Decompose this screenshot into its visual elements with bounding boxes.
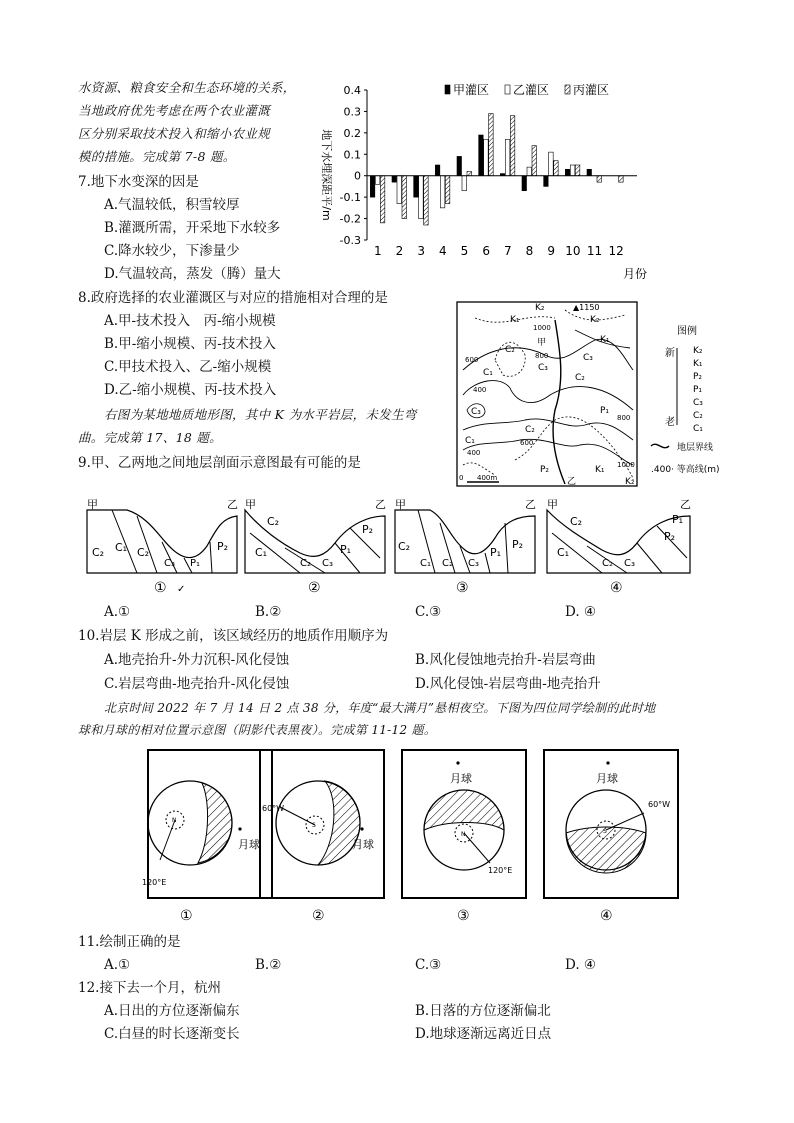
x-tick-label: 2 [395, 244, 404, 258]
layer-label: C₂ [442, 558, 453, 569]
map-label: 600 [465, 356, 479, 364]
section-4 [547, 498, 691, 596]
q11-option-c[interactable]: C.③ [415, 957, 442, 973]
q9-option-d[interactable]: D. ④ [565, 604, 597, 620]
bar [587, 169, 592, 175]
q7-option-d[interactable]: D.气温较高，蒸发（腾）量大 [104, 266, 281, 282]
q11-option-d[interactable]: D. ④ [565, 957, 597, 973]
bar [505, 139, 510, 175]
diagram-3 [402, 750, 526, 924]
layer-label: C₂ [398, 540, 411, 553]
diagram-number: ① [180, 908, 193, 924]
q10-option-c[interactable]: C.岩层弯曲-地壳抬升-风化侵蚀 [104, 676, 290, 692]
legend-label: 丙灌区 [573, 83, 610, 97]
groundwater-chart [305, 75, 650, 290]
intro-line: 水资源、粮食安全和生态环境的关系， [78, 80, 296, 95]
layer-label: C₂ [92, 546, 105, 559]
map-label: 1000 [617, 461, 635, 469]
layer-label: P₂ [217, 540, 229, 553]
map-peak: ▲1150 [573, 303, 600, 312]
bar [489, 114, 494, 176]
legend-swatch [445, 85, 450, 94]
x-tick-label: 10 [565, 244, 581, 258]
q11-stem: 11.绘制正确的是 [78, 934, 181, 950]
legend-old: 老 [665, 417, 675, 428]
q12-option-c[interactable]: C.白昼的时长逐渐变长 [104, 1026, 240, 1042]
y-tick-label: -0.3 [339, 234, 361, 247]
intro-line: 区分别采取技术投入和缩小农业规 [78, 126, 271, 141]
layer-label: C₃ [164, 558, 175, 569]
map-label: 0 [459, 474, 464, 482]
layer-label: C₂ [267, 515, 280, 528]
moon-label: 月球 [352, 838, 374, 851]
layer-label: C₂ [300, 558, 311, 569]
bar [554, 161, 559, 176]
section-number: ③ [456, 580, 469, 596]
layer-label: C₂ [570, 515, 583, 528]
bar [570, 165, 575, 176]
bar [462, 176, 467, 191]
longitude-label: 120°E [488, 866, 513, 875]
map-label: K₂ [590, 315, 600, 325]
x-tick-label: 12 [608, 244, 624, 258]
q8-option-a[interactable]: A.甲-技术投入 丙-缩小规模 [104, 313, 276, 329]
map-label: 600 [520, 439, 534, 447]
map-label: 1000 [533, 324, 551, 332]
bar [397, 176, 402, 204]
q12-stem: 12.接下去一个月，杭州 [78, 980, 221, 996]
diagram-number: ④ [600, 908, 613, 924]
diagram-1 [142, 750, 272, 924]
intro-line: 模的措施。完成第 7-8 题。 [78, 149, 236, 164]
x-tick-label: 4 [439, 244, 447, 258]
diagram-2 [260, 750, 384, 924]
section-number: ② [308, 580, 321, 596]
layer-label: P₂ [664, 530, 676, 543]
layer-label: C₃ [322, 558, 333, 569]
section-number: ① [154, 580, 167, 596]
y-tick-label: 0.1 [343, 148, 361, 162]
section-jia: 甲 [547, 498, 558, 511]
bar [440, 176, 445, 208]
bar [549, 152, 554, 176]
bar [392, 176, 397, 182]
legend-item: P₁ [693, 385, 703, 395]
q7-stem: 7.地下水变深的因是 [78, 174, 199, 190]
bar [457, 156, 462, 175]
x-tick-label: 9 [547, 244, 555, 258]
y-tick-label: -0.1 [339, 191, 361, 205]
section-3 [395, 498, 536, 596]
bar [424, 176, 429, 225]
x-tick-label: 11 [586, 244, 603, 258]
bar [375, 176, 380, 185]
chart-ylabel: 地下水埋深距平/m [320, 129, 333, 221]
chart-xlabel: 月份 [622, 267, 648, 281]
bar [510, 116, 515, 176]
map-label: P₂ [540, 465, 550, 475]
moon-intro-line: 球和月球的相对位置示意图（阴影代表黑夜）。完成第 11-12 题。 [78, 723, 437, 737]
q9-stem: 9.甲、乙两地之间地层剖面示意图最有可能的是 [78, 455, 361, 471]
bar [467, 171, 472, 175]
legend-item: C₂ [693, 411, 703, 421]
moon-label: 月球 [238, 838, 260, 851]
map-label: 400 [473, 386, 487, 394]
bar [532, 146, 537, 176]
longitude-label: 60°W [648, 800, 671, 809]
map-label: 乙 [567, 477, 577, 487]
layer-label: C₃ [624, 558, 635, 569]
map-label: C₃ [538, 363, 548, 373]
section-jia: 甲 [87, 498, 98, 511]
map-label: C₃ [583, 353, 593, 363]
map-label: 800 [617, 414, 631, 422]
layer-label: C₁ [420, 558, 431, 569]
q10-option-a[interactable]: A.地壳抬升-外力沉积-风化侵蚀 [104, 652, 290, 668]
section-1 [87, 498, 238, 596]
layer-label: P₁ [340, 543, 352, 556]
bar [544, 176, 549, 187]
map-label: C₁ [465, 436, 475, 446]
map-label: K₁ [510, 315, 520, 325]
legend-item: K₂ [693, 346, 703, 356]
layer-label: C₁ [115, 541, 128, 554]
layer-label: P₁ [490, 546, 502, 559]
bar [419, 176, 424, 219]
section-2 [245, 498, 386, 596]
longitude-label: 120°E [142, 878, 167, 887]
legend-boundary: 地层界线 [677, 443, 714, 453]
legend-title: 图例 [677, 326, 697, 337]
map-label: K₁ [600, 335, 610, 345]
legend-label: 乙灌区 [513, 83, 550, 97]
q8-option-c[interactable]: C.甲技术投入、乙-缩小规模 [104, 359, 272, 375]
moon-intro-line: 北京时间 2022 年 7 月 14 日 2 点 38 分，年度“最大满月”悬相夜空。下图为四位同学绘制的此时地 [104, 701, 656, 715]
map-label: C₂ [525, 425, 535, 435]
section-yi: 乙 [525, 498, 536, 511]
legend-items [693, 346, 703, 434]
layer-label: C₁ [255, 546, 268, 559]
q7-option-b[interactable]: B.灌溉所需，开采地下水较多 [104, 220, 281, 236]
q8-option-b[interactable]: B.甲-缩小规模、丙-技术投入 [104, 336, 276, 352]
legend-swatch [565, 85, 570, 94]
cross-sections [82, 498, 714, 596]
section-number: ④ [610, 580, 623, 596]
section-jia: 甲 [395, 498, 406, 511]
bar [484, 139, 489, 175]
x-tick-label: 3 [417, 244, 425, 258]
layer-label: P₁ [672, 513, 684, 526]
moon-label: 月球 [596, 772, 618, 785]
layer-label: C₃ [468, 558, 479, 569]
section-yi: 乙 [375, 498, 386, 511]
x-tick-label: 1 [374, 244, 382, 258]
q11-option-a[interactable]: A.① [104, 957, 131, 973]
bar [479, 135, 484, 176]
geo-intro-line: 右图为某地地质地形图，其中 K 为水平岩层，未发生弯 [104, 407, 417, 422]
y-tick-label: -0.2 [339, 212, 361, 226]
map-label: K₂ [625, 477, 635, 487]
map-label: P₁ [600, 406, 610, 416]
moon-label: 月球 [450, 772, 472, 785]
y-tick-label: 0.2 [343, 126, 361, 140]
q7-option-a[interactable]: A.气温较低，积雪较厚 [104, 197, 240, 213]
y-tick-label: 0 [354, 169, 361, 183]
q8-option-d[interactable]: D.乙-缩小规模、丙-技术投入 [104, 382, 277, 398]
q8-stem: 8.政府选择的农业灌溉区与对应的措施相对合理的是 [78, 290, 388, 306]
x-tick-label: 5 [460, 244, 469, 258]
map-label: 800 [535, 352, 549, 360]
map-label: 甲 [537, 338, 547, 348]
legend-item: C₁ [693, 424, 703, 434]
layer-label: C₂ [602, 558, 613, 569]
bar [527, 167, 532, 176]
map-label: C₃ [471, 407, 481, 417]
bar [445, 176, 450, 204]
q12-option-d[interactable]: D.地球逐渐远离近日点 [415, 1026, 552, 1042]
pole-label: S [603, 828, 607, 835]
map-labels [459, 303, 635, 487]
x-tick-label: 8 [525, 244, 534, 258]
bar [380, 176, 385, 223]
diagram-number: ② [312, 908, 325, 924]
q9-option-c[interactable]: C.③ [415, 604, 442, 620]
q10-option-d[interactable]: D.风化侵蚀-岩层弯曲-地壳抬升 [415, 676, 601, 692]
bar [597, 176, 602, 182]
layer-label: P₁ [190, 558, 201, 569]
bar [619, 176, 624, 182]
geologic-map [455, 300, 725, 490]
bar [565, 169, 570, 175]
q9-option-b[interactable]: B.② [255, 604, 282, 620]
layer-label: P₂ [362, 523, 374, 536]
bar [575, 165, 580, 176]
q12-option-b[interactable]: B.日落的方位逐渐偏北 [415, 1003, 551, 1019]
longitude-label: 60°W [262, 804, 285, 813]
geo-intro-line: 曲。完成第 17、18 题。 [78, 430, 222, 445]
legend-item: C₃ [693, 398, 703, 408]
diagram-4 [544, 750, 678, 924]
map-label: K₁ [595, 465, 605, 475]
pole-label: N [172, 817, 177, 824]
map-label: C₂ [505, 345, 515, 355]
q12-option-a[interactable]: A.日出的方位逐渐偏东 [104, 1003, 240, 1019]
layer-label: C₂ [137, 546, 150, 559]
legend-new: 新 [665, 348, 675, 359]
q10-option-b[interactable]: B.风化侵蚀地壳抬升-岩层弯曲 [415, 652, 596, 668]
legend-contour: .400· 等高线(m) [651, 465, 720, 475]
legend-swatch [505, 85, 510, 94]
map-scale: 400m [477, 474, 498, 482]
bar [402, 176, 407, 219]
bar [414, 176, 419, 197]
map-label: C₁ [483, 368, 493, 378]
layer-label: C₁ [557, 546, 570, 559]
y-tick-label: 0.4 [343, 84, 361, 97]
q9-option-a[interactable]: A.① [104, 604, 131, 620]
map-label: K₂ [535, 303, 545, 313]
y-tick-label: 0.3 [343, 105, 361, 119]
bar [522, 176, 527, 191]
x-tick-label: 6 [482, 244, 490, 258]
tick-mark: ✓ [177, 584, 186, 595]
legend-label: 甲灌区 [453, 83, 490, 97]
earth-moon-diagrams [110, 745, 690, 930]
pole-label: N [461, 831, 466, 838]
pole-label: S [312, 822, 316, 829]
section-yi: 乙 [680, 498, 691, 511]
bar [370, 176, 375, 197]
section-jia: 甲 [245, 498, 256, 511]
diagram-number: ③ [457, 908, 470, 924]
map-label: 400 [467, 449, 481, 457]
bar [435, 165, 440, 176]
intro-line: 当地政府优先考虑在两个农业灌溉 [78, 103, 271, 118]
x-tick-label: 7 [504, 244, 512, 258]
q10-stem: 10.岩层 K 形成之前，该区域经历的地质作用顺序为 [78, 628, 389, 644]
map-label: C₂ [575, 373, 585, 383]
q7-option-c[interactable]: C.降水较少，下渗量少 [104, 243, 240, 259]
layer-label: P₂ [512, 538, 524, 551]
legend-item: P₂ [693, 372, 703, 382]
legend-item: K₁ [693, 359, 703, 369]
q11-option-b[interactable]: B.② [255, 957, 282, 973]
section-yi: 乙 [227, 498, 238, 511]
